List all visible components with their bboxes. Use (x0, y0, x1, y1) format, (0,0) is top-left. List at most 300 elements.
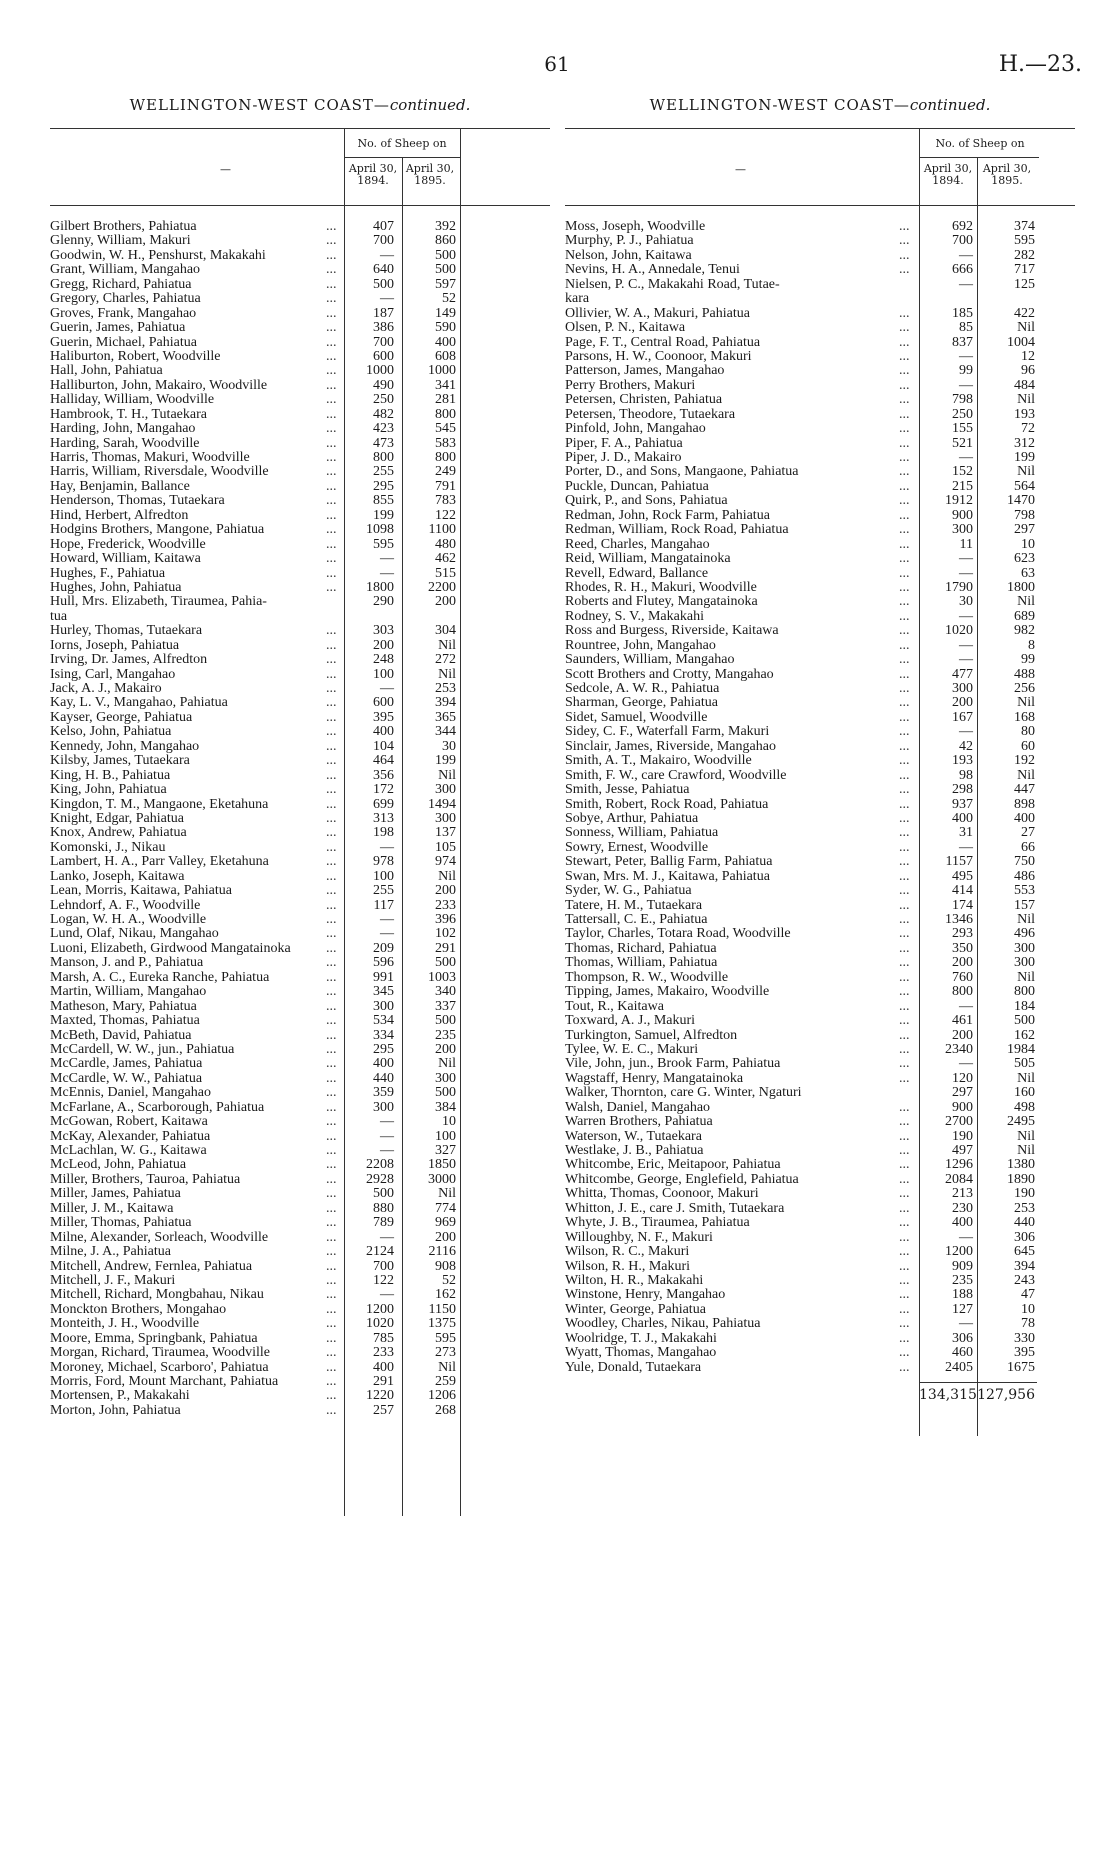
row-dots: ... (326, 579, 337, 595)
value-1895: 330 (1014, 1330, 1035, 1346)
value-1894: 595 (373, 536, 394, 552)
value-1895: 488 (1014, 666, 1035, 682)
value-1894: — (380, 1229, 394, 1245)
value-1895: 500 (435, 1085, 456, 1101)
value-1894: 400 (373, 1056, 394, 1072)
table-row (50, 1014, 550, 1028)
value-1895: 122 (435, 507, 456, 523)
value-1894: 855 (373, 493, 394, 509)
value-1895: 327 (435, 1143, 456, 1158)
row-dots: ... (326, 1301, 337, 1317)
value-1895: 306 (1014, 1229, 1035, 1245)
row-name: Harris, William, Riversdale, Woodville (50, 465, 269, 480)
value-1894: 313 (373, 810, 394, 826)
row-name: McLachlan, W. G., Kaitawa (50, 1144, 207, 1158)
table-row (50, 1361, 550, 1375)
row-dots: ... (899, 1013, 910, 1029)
row-name: Revell, Edward, Ballance (565, 566, 709, 581)
value-1895: Nil (438, 666, 456, 682)
row-name: Rodney, S. V., Makakahi (565, 609, 704, 624)
row-name: Whyte, J. B., Tiraumea, Pahiatua (565, 1216, 750, 1231)
value-1894: 800 (373, 450, 394, 465)
table-row (565, 1361, 1075, 1375)
row-name: Nelson, John, Kaitawa (565, 248, 692, 263)
row-name: Rhodes, R. H., Makuri, Woodville (565, 580, 757, 595)
value-1895: 66 (1021, 839, 1035, 855)
row-dots: ... (899, 1345, 910, 1361)
row-name: Hughes, John, Pahiatua (50, 580, 182, 595)
value-1894: 2340 (945, 1041, 973, 1057)
table-row (565, 624, 1075, 638)
row-dots: ... (326, 406, 337, 422)
table-row (50, 595, 550, 609)
row-name: Smith, A. T., Makairo, Woodville (565, 754, 752, 769)
table-row (50, 307, 550, 321)
value-1894: 700 (373, 334, 394, 350)
row-dots: ... (326, 969, 337, 985)
value-1894: 188 (952, 1287, 973, 1303)
header-dash: — (220, 163, 231, 176)
value-1894: 521 (952, 435, 973, 451)
table-row (565, 465, 1075, 479)
value-1895: 190 (1014, 1186, 1035, 1202)
row-dots: ... (899, 464, 910, 480)
value-1894: 482 (373, 406, 394, 422)
value-1895: 1100 (428, 522, 456, 538)
row-name: Kingdon, T. M., Mangaone, Eketahuna (50, 797, 269, 812)
row-dots: ... (899, 363, 910, 379)
value-1894: 2208 (366, 1157, 394, 1173)
table-row (565, 639, 1075, 653)
value-1894: 300 (952, 522, 973, 538)
row-dots: ... (899, 767, 910, 783)
value-1895: 149 (435, 305, 456, 321)
value-1894: 200 (373, 637, 394, 653)
row-name: Haliburton, Robert, Woodville (50, 349, 221, 364)
table-row (50, 798, 550, 812)
value-1894: 500 (373, 1186, 394, 1202)
table-row (50, 278, 550, 292)
row-name: Warren Brothers, Pahiatua (565, 1115, 713, 1130)
table-row (565, 292, 1075, 306)
value-1894: 255 (373, 883, 394, 899)
row-dots: ... (899, 392, 910, 408)
row-dots: ... (326, 435, 337, 451)
row-dots: ... (899, 897, 910, 913)
value-1895: 500 (435, 247, 456, 263)
value-1894: 700 (952, 233, 973, 249)
row-name: Wyatt, Thomas, Mangahao (565, 1346, 717, 1361)
row-name: Whitcombe, Eric, Meitapoor, Pahiatua (565, 1158, 781, 1173)
row-dots: ... (899, 1215, 910, 1231)
table-row (565, 1173, 1075, 1187)
table-row (565, 220, 1075, 234)
table-row (50, 364, 550, 378)
table-row (565, 783, 1075, 797)
value-1895: 337 (435, 998, 456, 1014)
value-1895: 440 (1014, 1215, 1035, 1231)
row-name: Iorns, Joseph, Pahiatua (50, 638, 180, 653)
value-1894: 117 (373, 897, 394, 913)
value-1894: 400 (373, 1359, 394, 1375)
table-row (50, 437, 550, 451)
value-1894: 991 (373, 969, 394, 985)
row-dots: ... (326, 507, 337, 523)
value-1894: — (380, 681, 394, 696)
value-1895: 553 (1014, 883, 1035, 899)
row-name: Ising, Carl, Mangahao (50, 667, 176, 682)
value-1894: 199 (373, 507, 394, 523)
value-1895: 281 (435, 392, 456, 408)
value-1894: 800 (952, 984, 973, 1000)
value-1895: Nil (1017, 392, 1035, 408)
row-dots: ... (326, 1388, 337, 1404)
table-row (565, 350, 1075, 364)
table-row (50, 263, 550, 277)
value-1895: 200 (435, 1041, 456, 1057)
table-row (565, 364, 1075, 378)
row-name: Jack, A. J., Makairo (50, 682, 162, 696)
row-dots: ... (899, 738, 910, 754)
value-1895: 52 (442, 1272, 456, 1288)
row-dots: ... (326, 782, 337, 798)
row-dots: ... (899, 348, 910, 364)
row-dots: ... (326, 1374, 337, 1389)
row-name: Ross and Burgess, Riverside, Kaitawa (565, 624, 779, 639)
table-row (50, 985, 550, 999)
table-row (50, 711, 550, 725)
value-1895: 300 (1014, 940, 1035, 956)
row-name: Thomas, Richard, Pahiatua (565, 941, 717, 956)
table-row (565, 899, 1075, 913)
value-1894: 666 (952, 262, 973, 278)
section-title: WELLINGTON-WEST COAST—continued. (649, 96, 991, 114)
row-name: Redman, John, Rock Farm, Pahiatua (565, 508, 770, 523)
value-1895: 1494 (428, 796, 456, 812)
table-row (50, 783, 550, 797)
row-dots: ... (899, 247, 910, 263)
value-1895: 908 (435, 1258, 456, 1274)
row-dots: ... (899, 406, 910, 422)
value-1895: 300 (435, 1070, 456, 1086)
row-dots: ... (326, 377, 337, 393)
row-name: Page, F. T., Central Road, Pahiatua (565, 335, 761, 350)
table-row (50, 1260, 550, 1274)
row-dots: ... (899, 782, 910, 798)
value-1894: 1296 (945, 1157, 973, 1173)
value-1895: 300 (1014, 955, 1035, 971)
row-name: Waterson, W., Tutaekara (565, 1129, 702, 1144)
value-1895: 300 (435, 782, 456, 798)
row-dots: ... (899, 709, 910, 725)
value-1894: 300 (952, 681, 973, 696)
row-name: Vile, John, jun., Brook Farm, Pahiatua (565, 1057, 781, 1072)
value-1894: — (959, 839, 973, 855)
value-1895: 595 (1014, 233, 1035, 249)
value-1895: 645 (1014, 1244, 1035, 1260)
value-1894: 789 (373, 1215, 394, 1231)
value-1894: 290 (373, 594, 394, 610)
row-name: Morgan, Richard, Tiraumea, Woodville (50, 1346, 271, 1361)
value-1895: 800 (435, 406, 456, 422)
row-dots: ... (899, 695, 910, 711)
row-name: Sidet, Samuel, Woodville (565, 710, 708, 725)
value-1895: 99 (1021, 652, 1035, 668)
row-dots: ... (326, 551, 337, 567)
row-name: Roberts and Flutey, Mangatainoka (565, 595, 758, 610)
row-dots: ... (899, 579, 910, 595)
row-dots: ... (326, 695, 337, 711)
row-dots: ... (899, 1056, 910, 1072)
value-1894: 1346 (945, 912, 973, 927)
row-dots: ... (899, 1229, 910, 1245)
value-1895: 969 (435, 1215, 456, 1231)
row-dots: ... (326, 363, 337, 379)
value-1895: 162 (1014, 1027, 1035, 1043)
row-dots: ... (899, 594, 910, 610)
row-dots: ... (326, 1200, 337, 1216)
row-name: Ollivier, W. A., Makuri, Pahiatua (565, 306, 750, 321)
row-name: Perry Brothers, Makuri (565, 378, 696, 393)
value-1894: 1020 (945, 623, 973, 639)
value-1894: 99 (959, 363, 973, 379)
value-1895: Nil (1017, 912, 1035, 927)
row-name: Harding, John, Mangahao (50, 422, 196, 437)
table-row (565, 336, 1075, 350)
value-1894: 235 (952, 1272, 973, 1288)
value-1895: 63 (1021, 565, 1035, 581)
row-name: Mitchell, Andrew, Fernlea, Pahiatua (50, 1259, 253, 1274)
value-1894: 978 (373, 854, 394, 870)
table-row (565, 581, 1075, 595)
value-1894: 1200 (366, 1301, 394, 1317)
row-dots: ... (899, 1027, 910, 1043)
table-row (565, 1202, 1075, 1216)
row-name: Puckle, Duncan, Pahiatua (565, 479, 709, 494)
row-dots: ... (899, 262, 910, 278)
header-group: No. of Sheep on (357, 137, 447, 150)
table-row (565, 509, 1075, 523)
value-1894: — (959, 1056, 973, 1072)
value-1894: 293 (952, 926, 973, 942)
value-1894: 534 (373, 1013, 394, 1029)
value-1894: 477 (952, 666, 973, 682)
table-row (565, 1274, 1075, 1288)
table-row (50, 408, 550, 422)
value-1895: 1206 (428, 1388, 456, 1404)
row-dots: ... (899, 305, 910, 321)
table-row (565, 379, 1075, 393)
value-1894: 600 (373, 348, 394, 364)
table-row (50, 942, 550, 956)
row-name: Komonski, J., Nikau (50, 840, 166, 855)
table-row (565, 1086, 1075, 1100)
value-1894: 209 (373, 940, 394, 956)
row-dots: ... (899, 377, 910, 393)
value-1894: 497 (952, 1143, 973, 1158)
table-row (50, 1130, 550, 1144)
value-1895: 974 (435, 854, 456, 870)
row-name: Whitta, Thomas, Coonoor, Makuri (565, 1187, 759, 1202)
table-row (565, 841, 1075, 855)
value-1895: Nil (438, 767, 456, 783)
row-name: Sonness, William, Pahiatua (565, 826, 719, 841)
value-1895: 30 (442, 738, 456, 754)
value-1895: 689 (1014, 608, 1035, 624)
row-dots: ... (899, 666, 910, 682)
row-name: King, H. B., Pahiatua (50, 768, 171, 783)
value-1895: 297 (1014, 522, 1035, 538)
table-row (565, 696, 1075, 710)
row-name: Henderson, Thomas, Tutaekara (50, 494, 225, 509)
value-1894: 100 (373, 868, 394, 884)
row-name: Knox, Andrew, Pahiatua (50, 826, 187, 841)
value-1894: 395 (373, 709, 394, 725)
row-dots: ... (326, 1041, 337, 1057)
table-row (565, 1029, 1075, 1043)
value-1894: — (380, 839, 394, 855)
row-dots: ... (326, 724, 337, 740)
value-1894: 473 (373, 435, 394, 451)
row-dots: ... (326, 998, 337, 1014)
value-1895: 1380 (1007, 1157, 1035, 1173)
row-name: Lund, Olaf, Nikau, Mangahao (50, 927, 219, 942)
value-1894: 386 (373, 320, 394, 336)
value-1894: 98 (959, 767, 973, 783)
table-row (50, 1288, 550, 1302)
row-dots: ... (326, 1345, 337, 1361)
value-1895: 500 (435, 1013, 456, 1029)
row-dots: ... (899, 724, 910, 740)
table-row (50, 1158, 550, 1172)
table-row (565, 971, 1075, 985)
table-row (50, 812, 550, 826)
row-name: Tipping, James, Makairo, Woodville (565, 985, 770, 1000)
table-row (565, 725, 1075, 739)
row-dots: ... (899, 854, 910, 870)
row-name: Milne, Alexander, Sorleach, Woodville (50, 1230, 269, 1245)
row-name: Maxted, Thomas, Pahiatua (50, 1014, 200, 1029)
value-1895: 235 (435, 1027, 456, 1043)
row-dots: ... (899, 536, 910, 552)
value-1895: 505 (1014, 1056, 1035, 1072)
value-1894: — (959, 608, 973, 624)
total-1895: 127,956 (977, 1387, 1035, 1403)
row-dots: ... (899, 233, 910, 249)
value-1895: 27 (1021, 825, 1035, 841)
row-name: McLeod, John, Pahiatua (50, 1158, 187, 1173)
page-code: H.—23. (998, 52, 1082, 77)
row-dots: ... (899, 1041, 910, 1057)
row-name: Harding, Sarah, Woodville (50, 436, 200, 451)
row-dots: ... (899, 984, 910, 1000)
table-row (50, 884, 550, 898)
row-dots: ... (326, 291, 337, 307)
row-dots: ... (899, 969, 910, 985)
table-row (50, 1072, 550, 1086)
row-dots: ... (326, 320, 337, 336)
value-1895: 500 (1014, 1013, 1035, 1029)
row-name: Hull, Mrs. Elizabeth, Tiraumea, Pahia- (50, 595, 267, 610)
value-1894: 152 (952, 464, 973, 480)
table-row (565, 480, 1075, 494)
row-name: Smith, F. W., care Crawford, Woodville (565, 768, 787, 783)
value-1894: 295 (373, 478, 394, 494)
value-1894: 880 (373, 1200, 394, 1216)
table-row (50, 653, 550, 667)
row-dots: ... (326, 623, 337, 639)
value-1894: 1800 (366, 579, 394, 595)
table-row (565, 1260, 1075, 1274)
row-name: Kay, L. V., Mangahao, Pahiatua (50, 696, 228, 711)
value-1895: 1000 (428, 363, 456, 379)
row-name: McKay, Alexander, Pahiatua (50, 1129, 211, 1144)
value-1895: 125 (1014, 276, 1035, 292)
row-dots: ... (899, 565, 910, 581)
row-dots: ... (899, 493, 910, 509)
value-1894: — (380, 926, 394, 942)
row-name: Monteith, J. H., Woodville (50, 1317, 200, 1332)
value-1894: — (380, 1114, 394, 1130)
table-row (565, 798, 1075, 812)
row-dots: ... (899, 1359, 910, 1375)
value-1894: 356 (373, 767, 394, 783)
table-row (565, 321, 1075, 335)
value-1894: — (959, 565, 973, 581)
row-dots: ... (899, 507, 910, 523)
table-row (50, 725, 550, 739)
table-row (565, 740, 1075, 754)
value-1895: 597 (435, 276, 456, 292)
value-1894: — (959, 724, 973, 740)
header-col-1895: April 30, 1895. (982, 162, 1032, 187)
value-1894: — (380, 912, 394, 927)
value-1895: 1003 (428, 969, 456, 985)
header-dash: — (735, 163, 746, 176)
value-1894: 190 (952, 1128, 973, 1144)
row-name: Sinclair, James, Riverside, Mangahao (565, 739, 776, 754)
row-name: Howard, William, Kaitawa (50, 552, 201, 567)
row-name: Goodwin, W. H., Penshurst, Makakahi (50, 248, 266, 263)
value-1894: 298 (952, 782, 973, 798)
row-name: Morris, Ford, Mount Marchant, Pahiatua (50, 1375, 279, 1389)
row-dots: ... (326, 709, 337, 725)
row-name: McEnnis, Daniel, Mangahao (50, 1086, 211, 1101)
value-1895: 304 (435, 623, 456, 639)
table-row (50, 682, 550, 696)
row-dots: ... (326, 868, 337, 884)
row-name: Halliburton, John, Makairo, Woodville (50, 378, 268, 393)
row-dots: ... (326, 940, 337, 956)
table-row (565, 1317, 1075, 1331)
table-row (50, 855, 550, 869)
row-name: Tatere, H. M., Tutaekara (565, 898, 703, 913)
value-1895: 898 (1014, 796, 1035, 812)
value-1895: 96 (1021, 363, 1035, 379)
value-1894: 306 (952, 1330, 973, 1346)
value-1894: 1220 (366, 1388, 394, 1404)
header-col-1894: April 30, 1894. (923, 162, 973, 187)
value-1895: 791 (435, 478, 456, 494)
value-1895: 184 (1014, 998, 1035, 1014)
row-name: Gilbert Brothers, Pahiatua (50, 220, 197, 234)
value-1894: — (959, 652, 973, 668)
row-name: Sharman, George, Pahiatua (565, 696, 718, 711)
value-1895: Nil (438, 1359, 456, 1375)
table-row (565, 956, 1075, 970)
value-1895: 564 (1014, 478, 1035, 494)
value-1895: Nil (1017, 594, 1035, 610)
